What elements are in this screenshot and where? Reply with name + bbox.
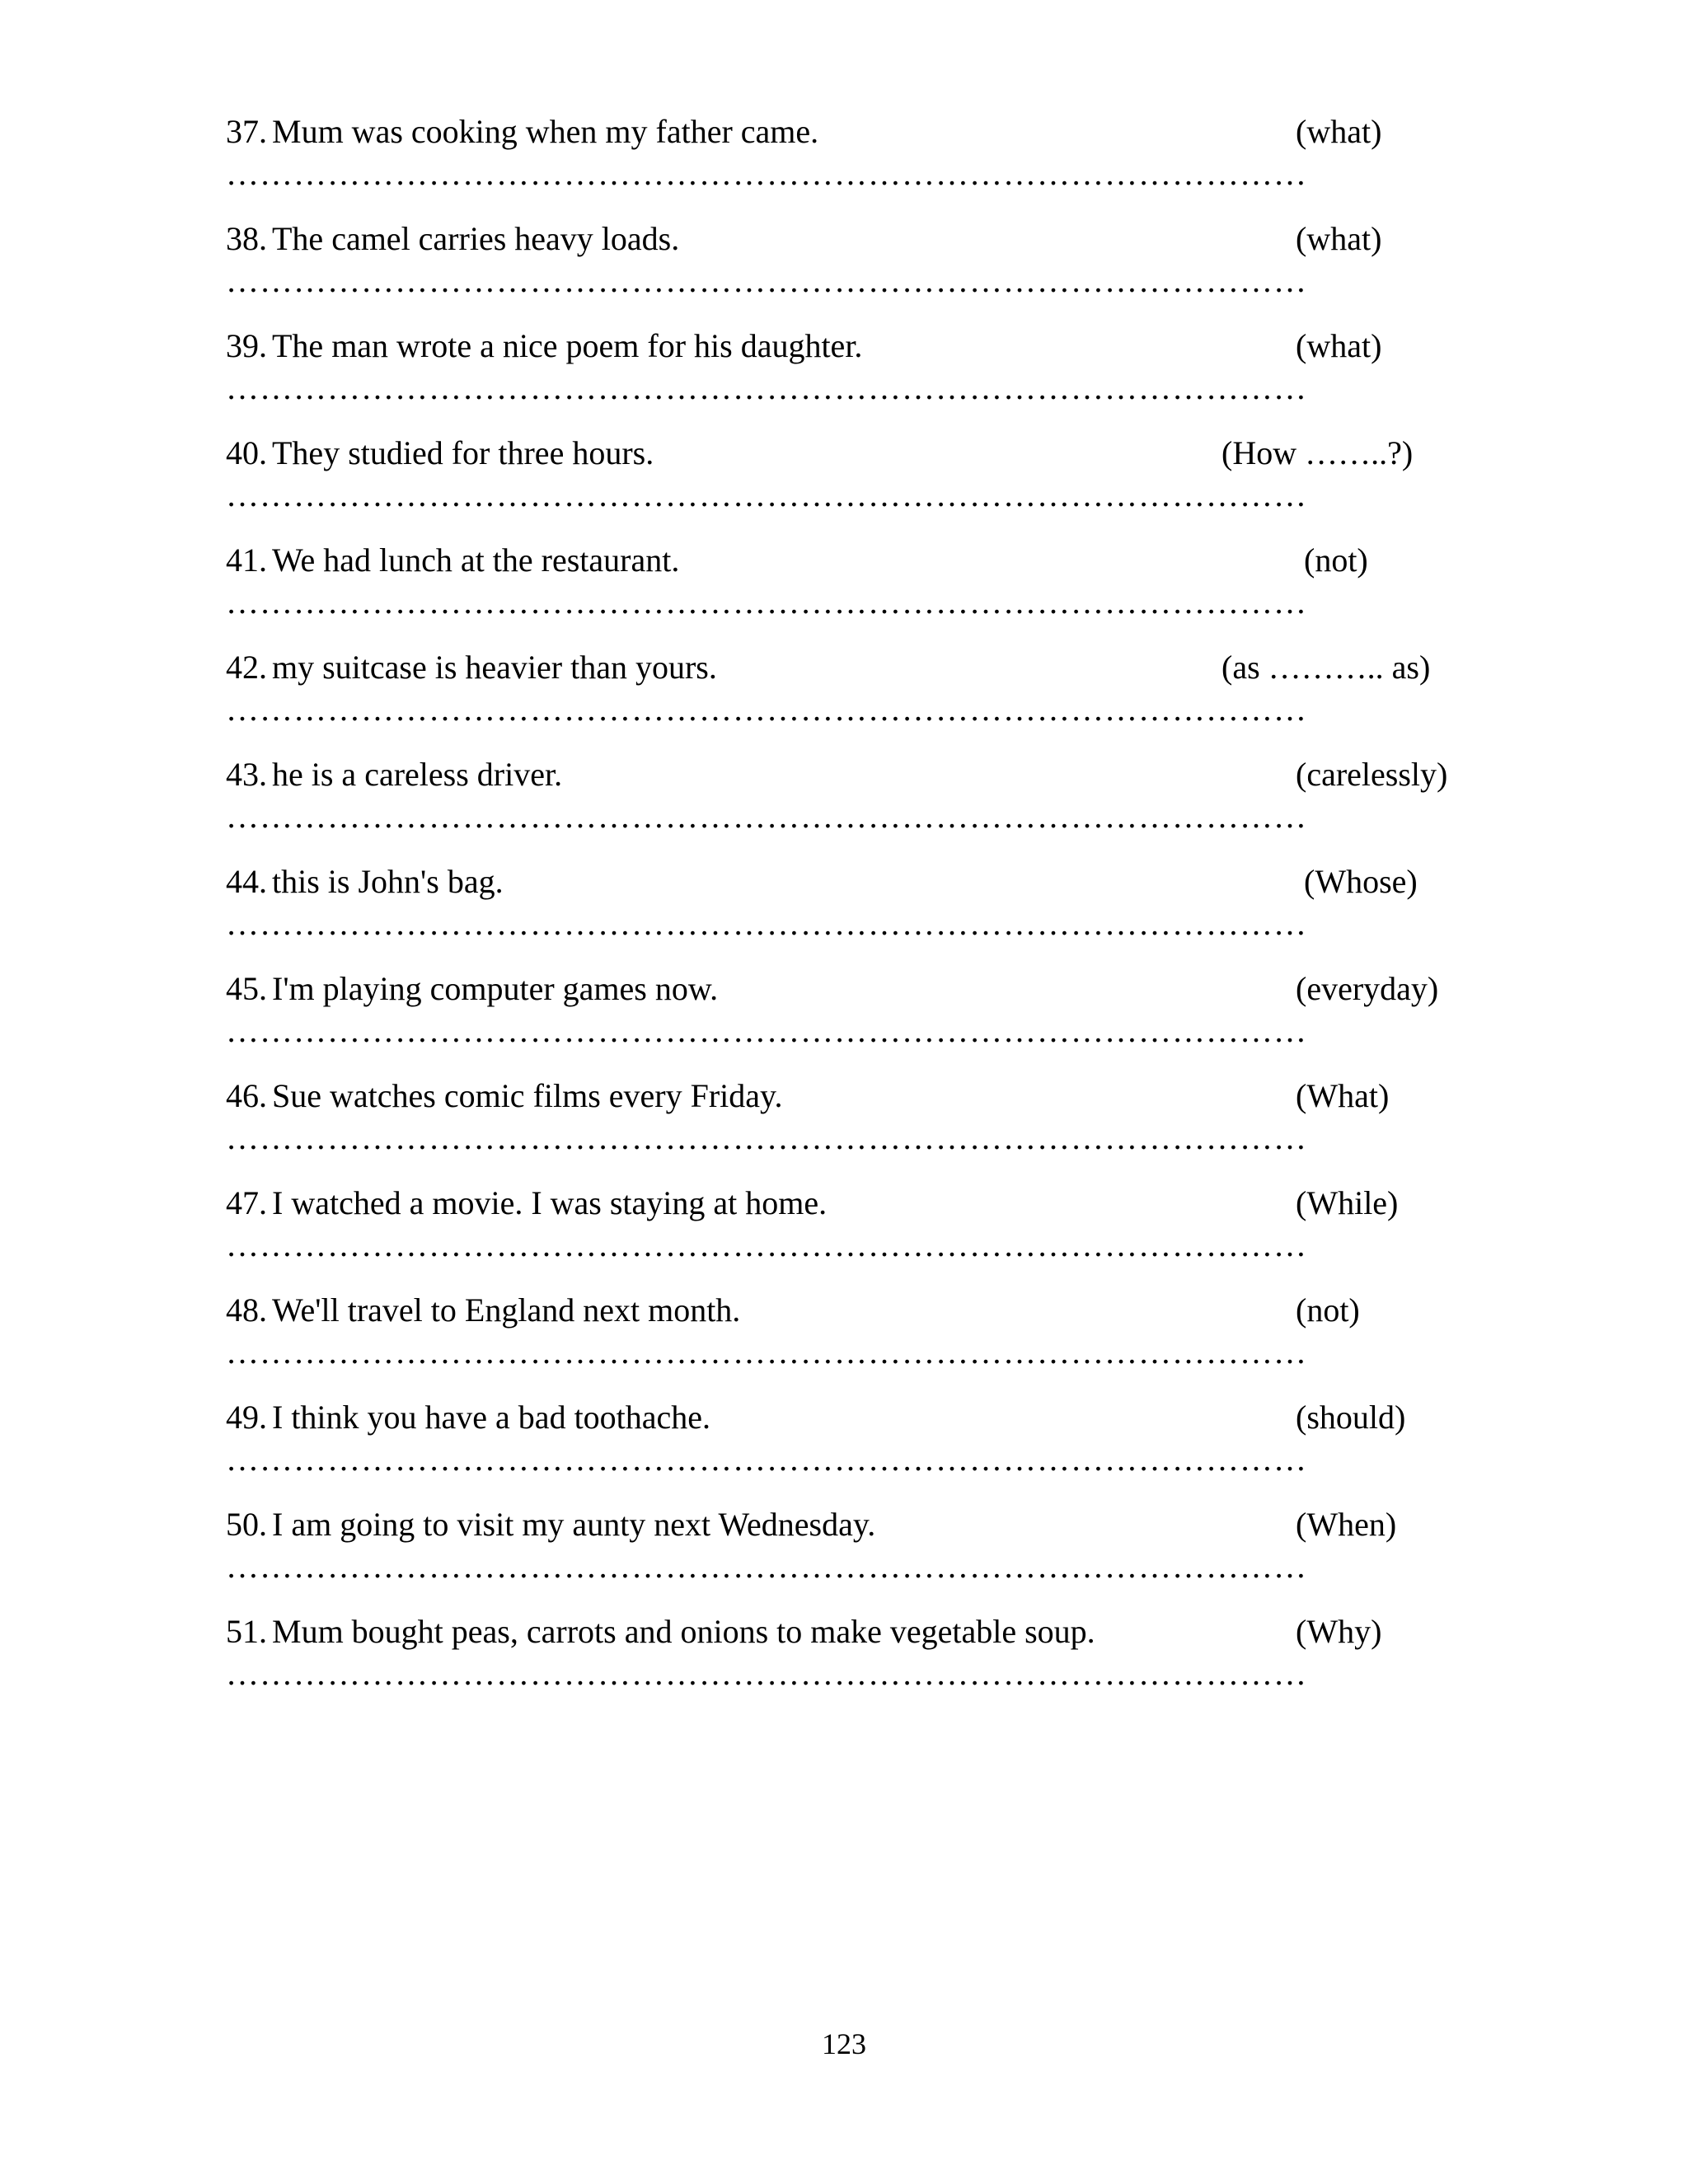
answer-line[interactable]: …………………………………………………………………………………… xyxy=(226,155,1307,192)
hint-text: (Whose) xyxy=(1304,863,1418,900)
sentence-text xyxy=(226,321,862,371)
hint-text: (what) xyxy=(1296,327,1382,364)
item-sentence: Mum was cooking when my father came. xyxy=(272,113,819,150)
answer-line[interactable]: …………………………………………………………………………………… xyxy=(226,476,1307,513)
sentence-text xyxy=(226,1607,1095,1657)
sentence-text xyxy=(226,750,562,799)
item-number: 45. xyxy=(226,970,267,1007)
hint-text: (When) xyxy=(1296,1506,1397,1543)
item-sentence: The camel carries heavy loads. xyxy=(272,220,680,257)
item-number: 46. xyxy=(226,1077,267,1114)
hint-text: (carelessly) xyxy=(1296,756,1448,793)
answer-line[interactable]: …………………………………………………………………………………… xyxy=(226,1333,1307,1371)
item-sentence: he is a careless driver. xyxy=(272,756,563,793)
item-sentence: Mum bought peas, carrots and onions to make vegetable soup. xyxy=(272,1613,1095,1650)
answer-line[interactable]: …………………………………………………………………………………… xyxy=(226,691,1307,728)
answer-line[interactable]: …………………………………………………………………………………… xyxy=(226,1226,1307,1263)
answer-line[interactable]: …………………………………………………………………………………… xyxy=(226,262,1307,299)
item-number: 49. xyxy=(226,1399,267,1436)
item-sentence: We'll travel to England next month. xyxy=(272,1291,741,1329)
exercise-item-40 xyxy=(226,429,1495,536)
item-number: 43. xyxy=(226,756,267,793)
item-sentence: this is John's bag. xyxy=(272,863,504,900)
item-number: 50. xyxy=(226,1506,267,1543)
item-sentence: I think you have a bad toothache. xyxy=(272,1399,711,1436)
hint-text: (as ……….. as) xyxy=(1221,649,1431,686)
exercise-item-41 xyxy=(226,536,1495,643)
sentence-text xyxy=(226,1179,827,1228)
item-sentence: Sue watches comic films every Friday. xyxy=(272,1077,783,1114)
answer-line[interactable]: …………………………………………………………………………………… xyxy=(226,1119,1307,1156)
hint-text: (What) xyxy=(1296,1077,1390,1114)
item-sentence: I'm playing computer games now. xyxy=(272,970,719,1007)
answer-line[interactable]: …………………………………………………………………………………… xyxy=(226,798,1307,835)
item-number: 37. xyxy=(226,113,267,150)
exercise-list xyxy=(226,107,1495,1714)
exercise-item-51 xyxy=(226,1607,1495,1714)
exercise-item-44 xyxy=(226,857,1495,964)
sentence-text xyxy=(226,964,718,1014)
exercise-item-50 xyxy=(226,1500,1495,1607)
sentence-text xyxy=(226,1286,740,1335)
sentence-text xyxy=(226,1393,710,1442)
sentence-text xyxy=(226,1500,875,1549)
item-sentence: We had lunch at the restaurant. xyxy=(272,541,680,579)
sentence-text xyxy=(226,857,504,907)
exercise-item-47 xyxy=(226,1179,1495,1286)
answer-line[interactable]: …………………………………………………………………………………… xyxy=(226,1012,1307,1049)
item-sentence: my suitcase is heavier than yours. xyxy=(272,649,717,686)
answer-line[interactable]: …………………………………………………………………………………… xyxy=(226,905,1307,942)
answer-line[interactable]: …………………………………………………………………………………… xyxy=(226,1441,1307,1478)
exercise-item-37 xyxy=(226,107,1495,214)
hint-text: (not) xyxy=(1296,1291,1360,1329)
item-sentence: I watched a movie. I was staying at home. xyxy=(272,1184,828,1221)
exercise-item-38 xyxy=(226,214,1495,321)
item-number: 42. xyxy=(226,649,267,686)
hint-text: (While) xyxy=(1296,1184,1399,1221)
sentence-text xyxy=(226,536,679,585)
answer-line[interactable]: …………………………………………………………………………………… xyxy=(226,583,1307,621)
exercise-item-42 xyxy=(226,643,1495,750)
exercise-item-43 xyxy=(226,750,1495,857)
hint-text: (should) xyxy=(1296,1399,1406,1436)
hint-text: (Why) xyxy=(1296,1613,1382,1650)
sentence-text xyxy=(226,643,717,692)
exercise-item-49 xyxy=(226,1393,1495,1500)
item-number: 51. xyxy=(226,1613,267,1650)
hint-text: (How ……..?) xyxy=(1221,434,1414,471)
item-number: 41. xyxy=(226,541,267,579)
hint-text: (what) xyxy=(1296,220,1382,257)
item-number: 48. xyxy=(226,1291,267,1329)
page-number: 123 xyxy=(822,2027,866,2060)
item-sentence: The man wrote a nice poem for his daughter. xyxy=(272,327,863,364)
item-sentence: They studied for three hours. xyxy=(272,434,654,471)
sentence-text xyxy=(226,107,818,157)
item-number: 44. xyxy=(226,863,267,900)
exercise-item-45 xyxy=(226,964,1495,1071)
exercise-item-46 xyxy=(226,1071,1495,1179)
hint-text: (everyday) xyxy=(1296,970,1439,1007)
answer-line[interactable]: …………………………………………………………………………………… xyxy=(226,1548,1307,1585)
item-number: 39. xyxy=(226,327,267,364)
item-number: 38. xyxy=(226,220,267,257)
sentence-text xyxy=(226,1071,782,1121)
hint-text: (what) xyxy=(1296,113,1382,150)
item-sentence: I am going to visit my aunty next Wednesday. xyxy=(272,1506,876,1543)
exercise-item-48 xyxy=(226,1286,1495,1393)
sentence-text xyxy=(226,214,679,264)
exercise-item-39 xyxy=(226,321,1495,429)
sentence-text xyxy=(226,429,654,478)
hint-text: (not) xyxy=(1304,541,1368,579)
item-number: 47. xyxy=(226,1184,267,1221)
item-number: 40. xyxy=(226,434,267,471)
answer-line[interactable]: …………………………………………………………………………………… xyxy=(226,1655,1307,1692)
answer-line[interactable]: …………………………………………………………………………………… xyxy=(226,369,1307,406)
